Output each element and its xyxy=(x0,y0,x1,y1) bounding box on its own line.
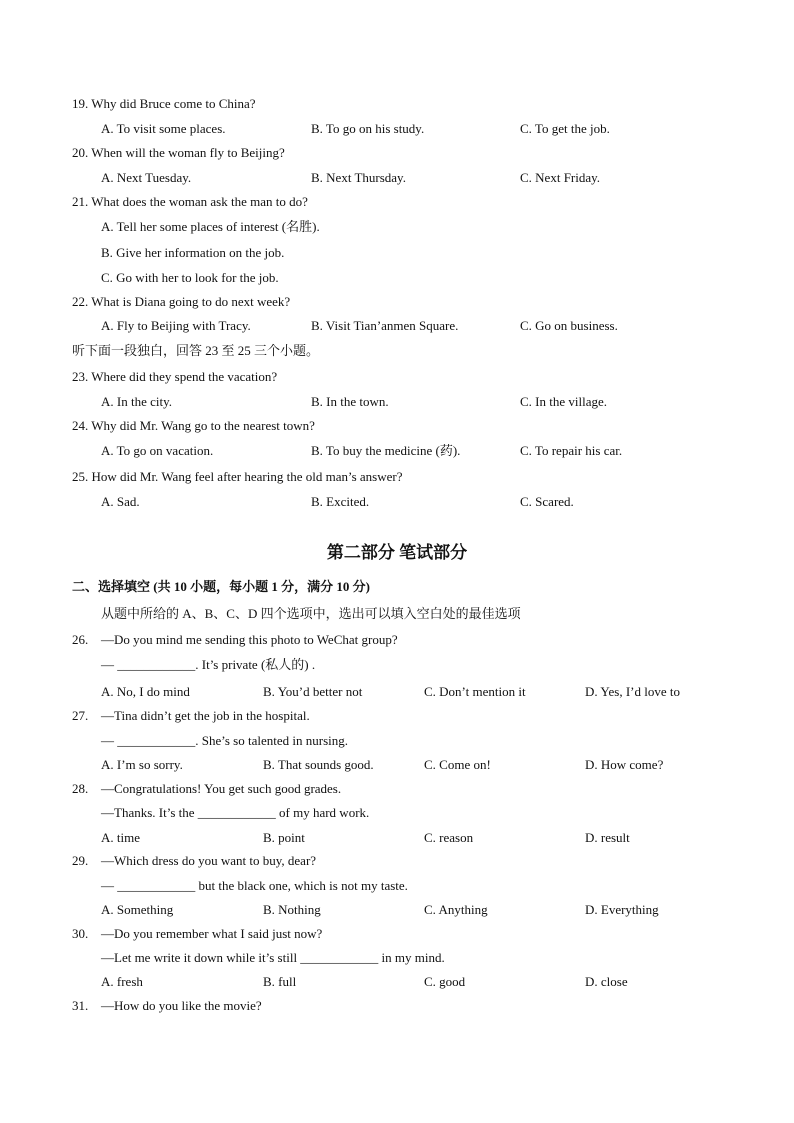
option-a: A. Something xyxy=(101,902,174,917)
option-d: D. Yes, I’d love to xyxy=(585,684,680,699)
option-b: B. Give her information on the job. xyxy=(101,245,285,260)
dialogue-line: —Thanks. It’s the ____________ of my hard work. xyxy=(101,805,370,820)
option-a: A. fresh xyxy=(101,974,143,989)
dialogue-line: —How do you like the movie? xyxy=(101,998,262,1013)
option-a: A. In the city. xyxy=(101,394,172,409)
option-b: B. To buy the medicine (药). xyxy=(311,443,461,458)
option-c: C. Next Friday. xyxy=(520,170,601,185)
dialogue-line: —Do you mind me sending this photo to WeChat group? xyxy=(101,632,398,647)
question-stem: 23. Where did they spend the vacation? xyxy=(72,369,278,384)
option-d: D. Everything xyxy=(585,902,659,917)
option-c: C. good xyxy=(424,974,466,989)
dialogue-line: — ____________. She’s so talented in nursing. xyxy=(101,733,348,748)
dialogue-line: — ____________ but the black one, which is not my taste. xyxy=(101,878,408,893)
part-two-title: 第二部分 笔试部分 xyxy=(326,543,468,562)
option-b: B. point xyxy=(263,830,305,845)
option-d: D. result xyxy=(585,830,630,845)
option-b: B. Visit Tian’anmen Square. xyxy=(311,318,459,333)
question-stem: 21. What does the woman ask the man to do? xyxy=(72,194,308,209)
option-a: A. Fly to Beijing with Tracy. xyxy=(101,318,251,333)
option-c: C. Scared. xyxy=(520,494,574,509)
option-c: C. To repair his car. xyxy=(520,443,623,458)
dialogue-line: —Let me write it down while it’s still ____________ in my mind. xyxy=(101,950,445,965)
option-c: C. To get the job. xyxy=(520,121,610,136)
dialogue-line: —Tina didn’t get the job in the hospital. xyxy=(101,708,310,723)
question-number: 29. xyxy=(72,853,89,868)
option-c: C. reason xyxy=(424,830,474,845)
question-number: 30. xyxy=(72,926,89,941)
option-c: C. In the village. xyxy=(520,394,608,409)
question-stem: 20. When will the woman fly to Beijing? xyxy=(72,145,285,160)
listening-instruction: 听下面一段独白，回答 23 至 25 三个小题。 xyxy=(72,343,320,358)
option-d: D. How come? xyxy=(585,757,664,772)
dialogue-line: —Which dress do you want to buy, dear? xyxy=(101,853,317,868)
question-number: 26. xyxy=(72,632,89,647)
option-b: B. Excited. xyxy=(311,494,370,509)
question-stem: 24. Why did Mr. Wang go to the nearest town? xyxy=(72,418,315,433)
option-a: A. Sad. xyxy=(101,494,140,509)
option-a: A. Tell her some places of interest (名胜). xyxy=(101,219,320,234)
option-b: B. Nothing xyxy=(263,902,321,917)
section-title: 二、选择填空 (共 10 小题，每小题 1 分，满分 10 分) xyxy=(72,579,370,594)
option-b: B. You’d better not xyxy=(263,684,363,699)
question-stem: 25. How did Mr. Wang feel after hearing the old man’s answer? xyxy=(72,469,403,484)
option-c: C. Go on business. xyxy=(520,318,618,333)
option-a: A. To go on vacation. xyxy=(101,443,214,458)
option-a: A. I’m so sorry. xyxy=(101,757,183,772)
question-stem: 22. What is Diana going to do next week? xyxy=(72,294,291,309)
option-a: A. time xyxy=(101,830,140,845)
dialogue-line: —Do you remember what I said just now? xyxy=(101,926,323,941)
option-b: B. Next Thursday. xyxy=(311,170,406,185)
option-b: B. full xyxy=(263,974,297,989)
question-number: 28. xyxy=(72,781,89,796)
section-instruction: 从题中所给的 A、B、C、D 四个选项中，选出可以填入空白处的最佳选项 xyxy=(101,606,521,621)
option-a: A. Next Tuesday. xyxy=(101,170,192,185)
option-d: D. close xyxy=(585,974,628,989)
option-b: B. That sounds good. xyxy=(263,757,374,772)
dialogue-line: — ____________. It’s private (私人的) . xyxy=(101,657,316,672)
option-b: B. To go on his study. xyxy=(311,121,425,136)
option-b: B. In the town. xyxy=(311,394,389,409)
option-c: C. Anything xyxy=(424,902,488,917)
dialogue-line: —Congratulations! You get such good grades. xyxy=(101,781,342,796)
option-a: A. No, I do mind xyxy=(101,684,190,699)
option-c: C. Come on! xyxy=(424,757,491,772)
question-number: 31. xyxy=(72,998,89,1013)
question-number: 27. xyxy=(72,708,89,723)
option-a: A. To visit some places. xyxy=(101,121,226,136)
question-stem: 19. Why did Bruce come to China? xyxy=(72,96,256,111)
option-c: C. Don’t mention it xyxy=(424,684,526,699)
option-c: C. Go with her to look for the job. xyxy=(101,270,279,285)
